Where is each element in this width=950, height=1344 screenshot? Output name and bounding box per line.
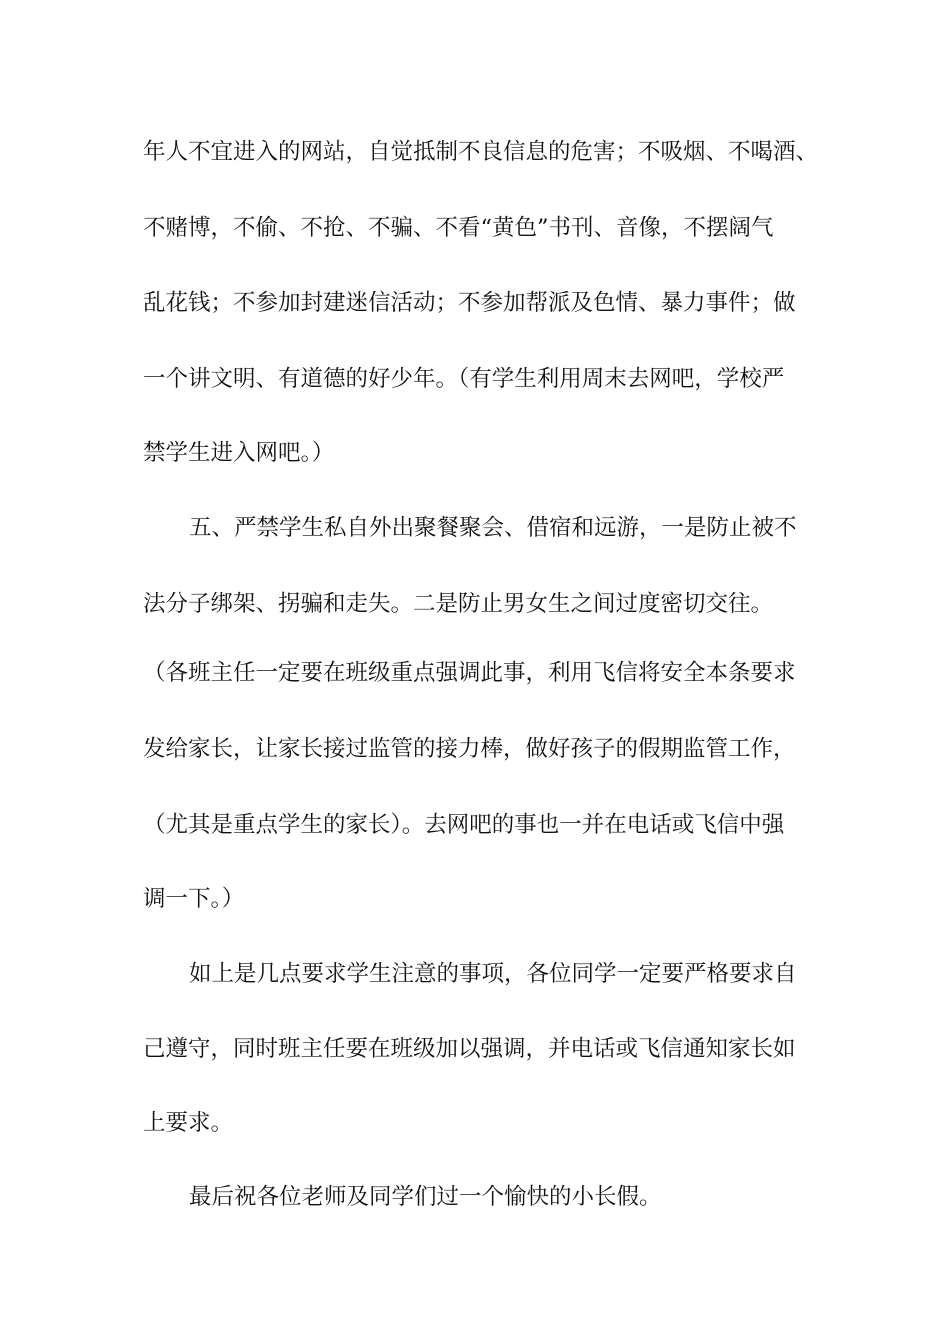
text-line-7: 法分子绑架、拐骗和走失。二是防止男女生之间过度密切交往。 — [143, 591, 774, 617]
text-line-3: 乱花钱；不参加封建迷信活动；不参加帮派及色情、暴力事件；做 — [143, 290, 796, 316]
text-line-10: （尤其是重点学生的家长）。去网吧的事也一并在电话或飞信中强 — [143, 812, 785, 838]
text-line-13: 己遵守，同时班主任要在班级加以强调，并电话或飞信通知家长如 — [143, 1036, 796, 1062]
text-line-6: 五、严禁学生私自外出聚餐聚会、借宿和远游，一是防止被不 — [189, 515, 797, 541]
text-line-1: 年人不宜进入的网站，自觉抵制不良信息的危害；不吸烟、不喝酒、 — [143, 139, 819, 165]
text-line-12: 如上是几点要求学生注意的事项，各位同学一定要严格要求自 — [189, 961, 797, 987]
text-line-5: 禁学生进入网吧。） — [143, 440, 335, 466]
text-line-9: 发给家长，让家长接过监管的接力棒，做好孩子的假期监管工作， — [143, 736, 796, 762]
text-line-11: 调一下。） — [143, 886, 245, 912]
text-line-4: 一个讲文明、有道德的好少年。（有学生利用周末去网吧，学校严 — [143, 366, 785, 392]
text-line-2: 不赌博，不偷、不抢、不骗、不看“黄色”书刊、音像，不摆阔气 — [143, 215, 774, 241]
text-line-15: 最后祝各位老师及同学们过一个愉快的小长假。 — [189, 1184, 662, 1210]
text-line-8: （各班主任一定要在班级重点强调此事，利用飞信将安全本条要求 — [143, 660, 796, 686]
text-line-14: 上要求。 — [143, 1110, 234, 1136]
